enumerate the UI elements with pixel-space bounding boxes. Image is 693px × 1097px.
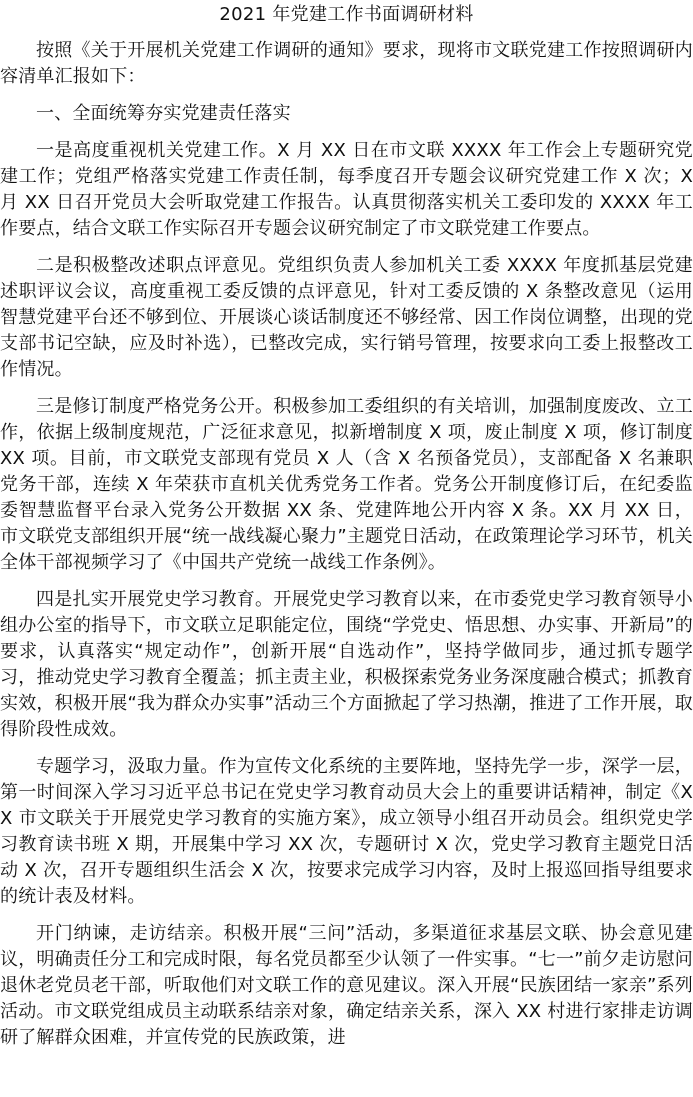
paragraph-party-history-education: 四是扎实开展党史学习教育。开展党史学习教育以来，在市委党史学习教育领导小组办公室的指导下，市文联立足职能定位，围绕“学党史、悟思想、办实事、开新局”的要求，认真落实“规定动作”，创新开展“自选动作”，坚持学做同步，通过抓专题学习，推动党史学习教育全覆盖；抓主责主业，积极探索党务业务深度融合模式；抓教育实效，积极开展“我为群众办实事”活动三个方面掀起了学习热潮，推进了工作开展，取得阶段性成效。 [0, 589, 693, 740]
document-title: 2021 年党建工作书面调研材料 [219, 4, 474, 25]
intro-paragraph: 按照《关于开展机关党建工作调研的通知》要求，现将市文联党建工作按照调研内容清单汇报如下： [0, 40, 693, 87]
paragraph-open-consultation: 开门纳谏，走访结亲。积极开展“三问”活动，多渠道征求基层文联、协会意见建议，明确责任分工和完成时限，每名党员都至少认领了一件实事。“七一”前夕走访慰问退休老党员老干部，听取他们对文联工作的意见建议。深入开展“民族团结一家亲”系列活动。市文联党组成员主动联系结亲对象，确定结亲关系，深入 XX 村进行家排走访调研了解群众困难，并宣传党的民族政策，进 [0, 923, 693, 1048]
section-heading: 一、全面统筹夯实党建责任落实 [36, 103, 291, 124]
paragraph-system-revision: 三是修订制度严格党务公开。积极参加工委组织的有关培训，加强制度废改、立工作，依据上级制度规范，广泛征求意见，拟新增制度 X 项，废止制度 X 项，修订制度 XX 项。目前，市文联党支部现有党员 X 人（含 X 名预备党员），支部配备 X 名兼职党务干部，连续 X 年荣获市直机关优秀党务工作者。党务公开制度修订后，在纪委监委智慧监督平台录入党务公开数据 XX 条、党建阵地公开内容 X 条。XX 月 XX 日，市文联党支部组织开展“统一战线凝心聚力”主题党日活动，在政策理论学习环节，机关全体干部视频学习了《中国共产党统一战线工作条例》。 [0, 396, 693, 573]
paragraph-rectification: 二是积极整改述职点评意见。党组织负责人参加机关工委 XXXX 年度抓基层党建述职评议会议，高度重视工委反馈的点评意见，针对工委反馈的 X 条整改意见（运用智慧党建平台还不够到位、开展谈心谈话制度还不够经常、因工作岗位调整，出现的党支部书记空缺，应及时补选），已整改完成，实行销号管理，按要求向工委上报整改工作情况。 [0, 255, 693, 380]
paragraph-party-building-priority: 一是高度重视机关党建工作。X 月 XX 日在市文联 XXXX 年工作会上专题研究党建工作；党组严格落实党建工作责任制，每季度召开专题会议研究党建工作 X 次；X 月 XX 日召开党员大会听取党建工作报告。认真贯彻落实机关工委印发的 XXXX 年工作要点，结合文联工作实际召开专题会议研究制定了市文联党建工作要点。 [0, 140, 693, 239]
paragraph-thematic-study: 专题学习，汲取力量。作为宣传文化系统的主要阵地，坚持先学一步，深学一层，第一时间深入学习习近平总书记在党史学习教育动员大会上的重要讲话精神，制定《XX 市文联关于开展党史学习教育的实施方案》，成立领导小组召开动员会。组织党史学习教育读书班 X 期，开展集中学习 XX 次，专题研讨 X 次，党史学习教育主题党日活动 X 次，召开专题组织生活会 X 次，按要求完成学习内容，及时上报巡回指导组要求的统计表及材料。 [0, 756, 693, 907]
